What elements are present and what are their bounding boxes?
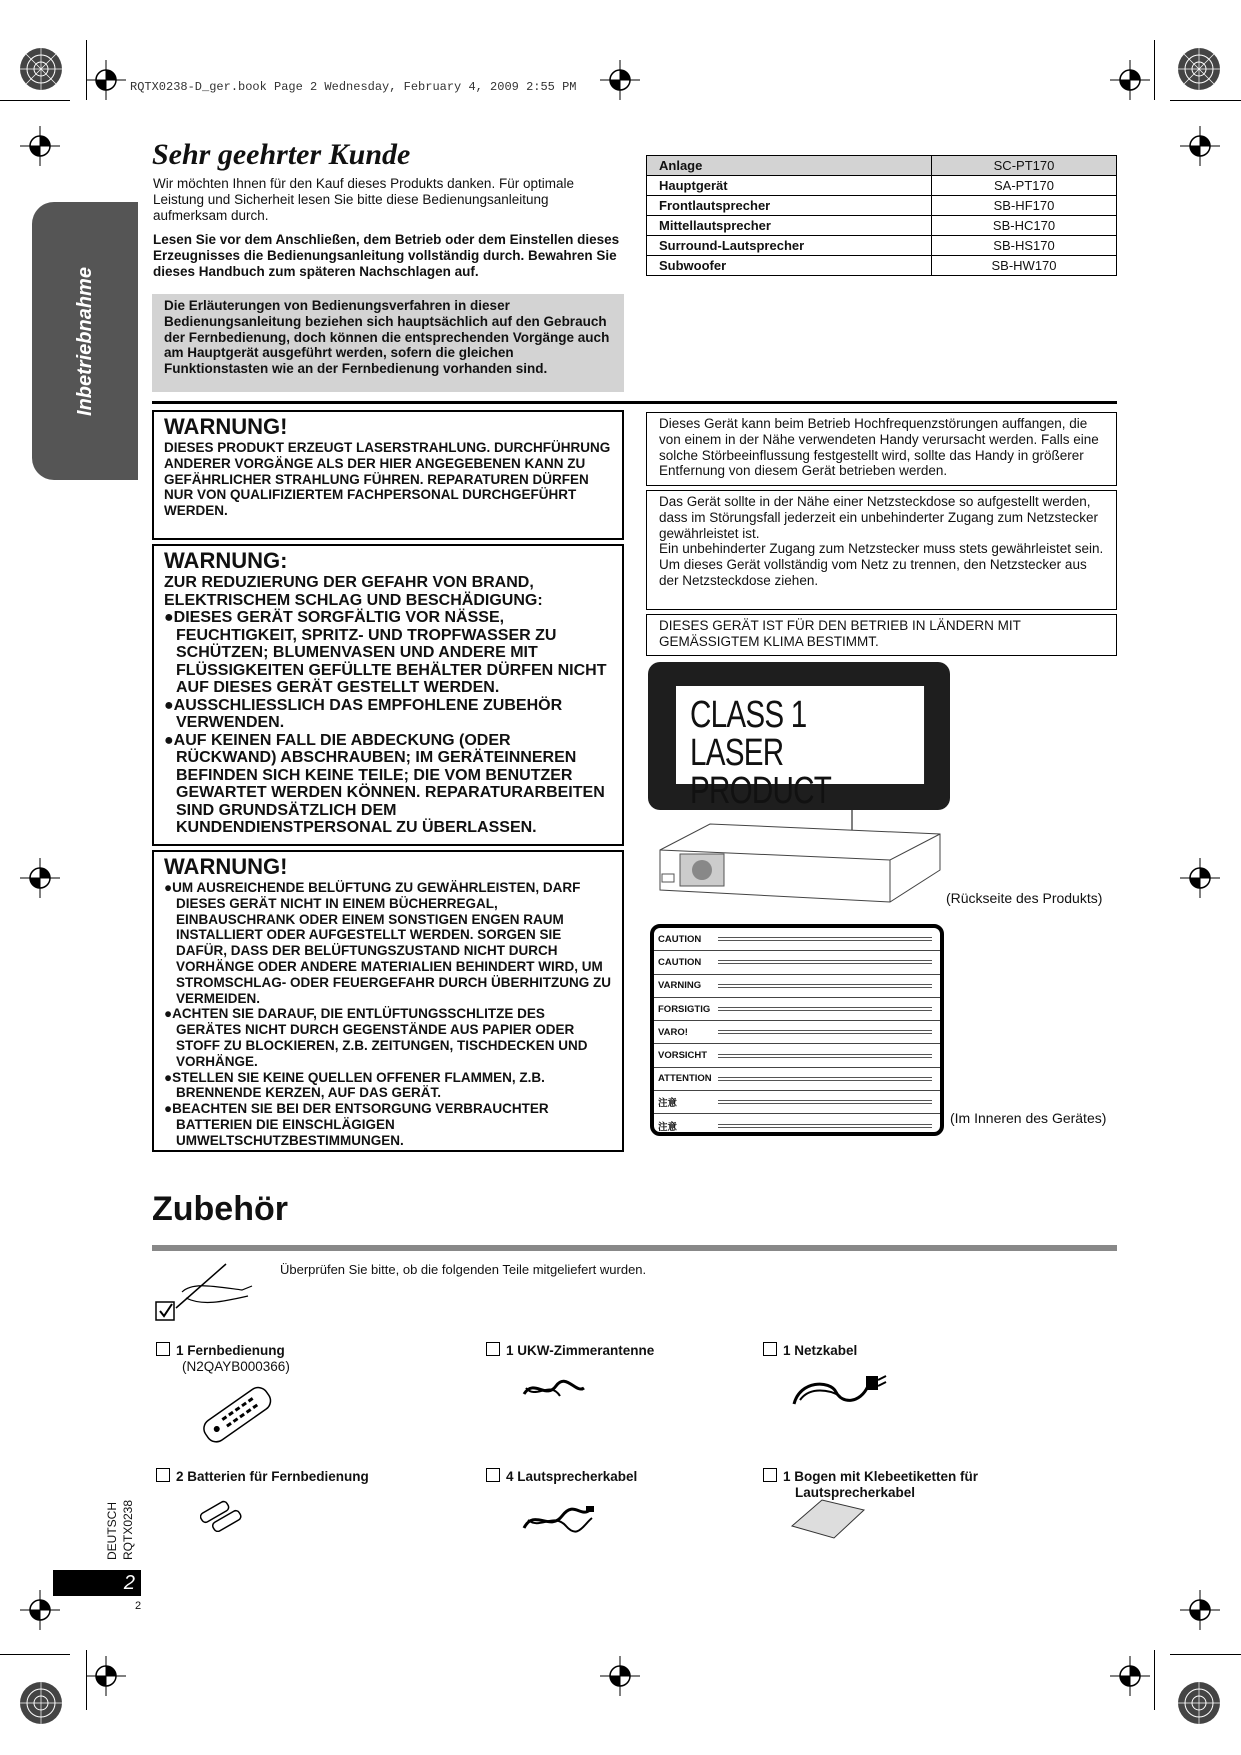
crosshair-icon (1180, 858, 1220, 898)
warning-heading: WARNUNG: (164, 548, 288, 573)
warning-lead: ZUR REDUZIERUNG DER GEFAHR VON BRAND, ELEKTRISCHEM SCHLAG UND BESCHÄDIGUNG: (164, 574, 543, 609)
section-side-tab (32, 202, 138, 480)
crop-mark (1170, 100, 1241, 101)
accessory-remote (156, 1342, 290, 1375)
accessory-code: (N2QAYB000366) (182, 1359, 290, 1374)
model-label: Hauptgerät (647, 176, 932, 196)
accessories-title: Zubehör (152, 1190, 288, 1228)
crop-mark (0, 1654, 70, 1655)
language-label: DEUTSCH (105, 1501, 119, 1560)
remote-control-icon (190, 1378, 280, 1452)
crop-mark (1154, 40, 1155, 100)
info-text: Das Gerät sollte in der Nähe einer Netzsteckdose so aufgestellt werden, dass im Störungsfall jederzeit ein unbehinderter Zugang zum Netzstecker gewährleistet ist. (659, 494, 1098, 541)
warning-bullet: ●STELLEN SIE KEINE QUELLEN OFFENER FLAMMEN, Z.B. BRENNENDE KERZEN, AUF DAS GERÄT. (164, 1069, 545, 1101)
power-cable-icon (790, 1360, 890, 1412)
registration-rosette-icon (1176, 46, 1222, 92)
info-box-interference (646, 412, 1117, 486)
section-divider (152, 401, 1117, 404)
info-text: Um dieses Gerät vollständig vom Netz zu trennen, den Netzstecker aus der Netzsteckdose ziehen. (659, 557, 1087, 588)
checkbox-icon[interactable] (156, 1342, 170, 1356)
checkbox-icon[interactable] (156, 1468, 170, 1482)
crosshair-icon (86, 60, 126, 100)
warning-heading: WARNUNG! (164, 854, 288, 879)
accessory-power-cable (763, 1342, 857, 1359)
warning-bullet: ●DIESES GERÄT SORGFÄLTIG VOR NÄSSE, FEUCHTIGKEIT, SPRITZ- UND TROPFWASSER ZU SCHÜTZEN; BLUMENVASEN UND ANDERE MIT FLÜSSIGKEITEN GEFÜLLTE BEHÄLTER DÜRFEN NICHT AUF DIESES GERÄT GESTELLT WERDEN. (164, 609, 607, 696)
crop-mark (0, 100, 70, 101)
model-label: Subwoofer (647, 256, 932, 276)
print-header: RQTX0238-D_ger.book Page 2 Wednesday, February 4, 2009 2:55 PM (130, 80, 577, 94)
caution-keyword: VARNING (658, 980, 702, 992)
model-label: Mittellautsprecher (647, 216, 932, 236)
accessory-antenna (486, 1342, 654, 1359)
warning-bullet: ●AUF KEINEN FALL DIE ABDECKUNG (ODER RÜCKWAND) ABSCHRAUBEN; IM GERÄTEINNEREN BEFINDEN SICH KEINE TEILE; DIE VOM BENUTZER GEWARTET WERDEN KÖNNEN. REPARATURARBEITEN SIND GRUNDSÄTZLICH DEM KUNDENDIENSTPERSONAL ZU ÜBERLASSEN. (164, 731, 605, 836)
info-text: Ein unbehinderter Zugang zum Netzstecker muss stets gewährleistet sein. (659, 541, 1104, 557)
accessory-label: 1 Bogen mit Klebeetiketten für (783, 1469, 979, 1484)
checklist-hand-icon (152, 1262, 262, 1326)
warning-text: DIESES PRODUKT ERZEUGT LASERSTRAHLUNG. DURCHFÜHRUNG ANDERER VORGÄNGE ALS DER HIER ANGEGEBENEN KANN ZU GEFÄHRLICHER STRAHLUNG FÜHREN. REPARATUREN DÜRFEN NUR VON QUALIFIZIERTEM FACHPERSONAL DURCHGEFÜHRT WERDEN. (164, 440, 611, 519)
batteries-icon (200, 1496, 250, 1532)
registration-rosette-icon (18, 46, 64, 92)
intro-text: Wir möchten Ihnen für den Kauf dieses Produkts danken. Für optimale Leistung und Sicherheit lesen Sie bitte diese Bedienungsanleitung aufmerksam durch. (153, 176, 574, 223)
page-title: Sehr geehrter Kunde (152, 138, 411, 171)
class1-label-text (676, 686, 924, 812)
caution-row (654, 1068, 940, 1091)
accessory-label: Lautsprecherkabel (795, 1485, 916, 1500)
class-label-line: CLASS 1 (690, 694, 807, 736)
table-row (647, 156, 1117, 176)
crop-mark (86, 40, 87, 100)
accessories-hint: Überprüfen Sie bitte, ob die folgenden Teile mitgeliefert wurden. (280, 1262, 647, 1277)
info-box-climate (646, 614, 1117, 656)
sticker-sheet-icon (788, 1496, 868, 1542)
class1-laser-label (648, 662, 950, 810)
crosshair-icon (20, 1590, 60, 1630)
caution-label (650, 924, 944, 1136)
caution-keyword: 注意 (658, 1098, 678, 1110)
crosshair-icon (1110, 60, 1150, 100)
checkbox-icon[interactable] (763, 1342, 777, 1356)
caution-row (654, 998, 940, 1021)
crosshair-icon (1180, 126, 1220, 166)
table-row (647, 256, 1117, 276)
model-label: Frontlautsprecher (647, 196, 932, 216)
crosshair-icon (1110, 1656, 1150, 1696)
caution-row (654, 1091, 940, 1114)
caution-keyword: VARO! (658, 1026, 688, 1038)
caution-keyword: VORSICHT (658, 1050, 708, 1062)
accessories-divider (152, 1245, 1117, 1251)
checkbox-icon[interactable] (486, 1342, 500, 1356)
accessory-batteries (156, 1468, 369, 1485)
page-number: 2 (53, 1570, 141, 1596)
checkbox-icon[interactable] (763, 1468, 777, 1482)
model-label: Surround-Lautsprecher (647, 236, 932, 256)
caution-row (654, 1021, 940, 1044)
warning-box-fire (152, 544, 624, 846)
warning-box-laser (152, 410, 624, 540)
class-label-line: LASER PRODUCT (690, 732, 832, 812)
model-value: SB-HF170 (932, 196, 1117, 216)
table-row (647, 176, 1117, 196)
crosshair-icon (20, 858, 60, 898)
model-label: Anlage (647, 156, 932, 176)
side-tab-label: Inbetriebnahme (73, 266, 96, 416)
intro-bold-text: Lesen Sie vor dem Anschließen, dem Betrieb oder dem Einstellen dieses Erzeugnisses die Bedienungsanleitung vollständig durch. Bewahren Sie dieses Handbuch zum späteren Nachschlagen auf. (153, 232, 620, 279)
registration-rosette-icon (18, 1680, 64, 1726)
warning-heading: WARNUNG! (164, 414, 288, 439)
checkbox-icon[interactable] (486, 1468, 500, 1482)
caution-row (654, 951, 940, 974)
caution-row (654, 975, 940, 998)
registration-rosette-icon (1176, 1680, 1222, 1726)
table-row (647, 236, 1117, 256)
speaker-cables-icon (520, 1498, 600, 1538)
caption-rear: (Rückseite des Produkts) (946, 890, 1103, 906)
info-text: DIESES GERÄT IST FÜR DEN BETRIEB IN LÄNDERN MIT GEMÄSSIGTEM KLIMA BESTIMMT. (659, 618, 1021, 649)
model-value: SB-HW170 (932, 256, 1117, 276)
warning-bullet: ●UM AUSREICHENDE BELÜFTUNG ZU GEWÄHRLEISTEN, DARF DIESES GERÄT NICHT IN EINEM BÜCHERREGAL, EINBAUSCHRANK ODER EINEM SONSTIGEN ENGEN RAUM INSTALLIERT ODER AUFGESTELLT WERDEN. SORGEN SIE DAFÜR, DASS DER BELÜFTUNGSZUSTAND NICHT DURCH VORHÄNGE ODER ANDERE MATERIALIEN BEHINDERT WIRD, UM STROMSCHLAG- ODER FEUERGEFAHR DURCH ÜBERHITZUNG ZU VERMEIDEN. (164, 880, 611, 1006)
caution-row (654, 1114, 940, 1136)
accessory-speaker-cables (486, 1468, 637, 1485)
caption-inside: (Im Inneren des Gerätes) (950, 1110, 1107, 1126)
info-text: Dieses Gerät kann beim Betrieb Hochfrequenzstörungen auffangen, die von einem in der Nähe verwendeten Handy verursacht werden. Falls eine solche Störbeeinflussung festgestellt wird, sollte das Handy in größerer Entfernung von diesem Gerät betrieben werden. (659, 416, 1099, 479)
caution-keyword: CAUTION (658, 956, 702, 968)
crop-mark (1154, 1650, 1155, 1710)
antenna-icon (520, 1370, 590, 1410)
model-value: SC-PT170 (932, 156, 1117, 176)
table-row (647, 196, 1117, 216)
crop-mark (86, 1650, 87, 1710)
table-row (647, 216, 1117, 236)
caution-row (654, 928, 940, 951)
accessory-label: 1 Fernbedienung (176, 1343, 285, 1358)
caution-row (654, 1044, 940, 1067)
crosshair-icon (600, 1656, 640, 1696)
caution-keyword: FORSIGTIG (658, 1003, 711, 1015)
model-value: SB-HC170 (932, 216, 1117, 236)
page-number-small: 2 (135, 1600, 142, 1612)
device-rear-illustration (650, 810, 950, 910)
accessory-label: 4 Lautsprecherkabel (506, 1469, 638, 1484)
accessory-label: 2 Batterien für Fernbedienung (176, 1469, 369, 1484)
operation-note: Die Erläuterungen von Bedienungsverfahren in dieser Bedienungsanleitung beziehen sich hauptsächlich auf den Gebrauch der Fernbedienung, doch können die entsprechenden Vorgänge auch am Hauptgerät ausgeführt werden, sofern die gleichen Funktionstasten wie an der Fernbedienung vorhanden sind. (152, 294, 624, 392)
warning-box-ventilation (152, 850, 624, 1152)
model-table (646, 155, 1117, 276)
info-box-power (646, 490, 1117, 610)
crosshair-icon (1180, 1590, 1220, 1630)
caution-keyword: CAUTION (658, 933, 702, 945)
warning-bullet: ●AUSSCHLIESSLICH DAS EMPFOHLENE ZUBEHÖR VERWENDEN. (164, 696, 563, 731)
warning-bullet: ●BEACHTEN SIE BEI DER ENTSORGUNG VERBRAUCHTER BATTERIEN DIE EINSCHLÄGIGEN UMWELTSCHUTZBESTIMMUNGEN. (164, 1101, 549, 1148)
model-value: SB-HS170 (932, 236, 1117, 256)
crosshair-icon (86, 1656, 126, 1696)
accessory-label: 1 UKW-Zimmerantenne (506, 1343, 655, 1358)
crosshair-icon (600, 60, 640, 100)
caution-keyword: 注意 (658, 1121, 678, 1133)
model-value: SA-PT170 (932, 176, 1117, 196)
warning-bullet: ●ACHTEN SIE DARAUF, DIE ENTLÜFTUNGSSCHLITZE DES GERÄTES NICHT DURCH GEGENSTÄNDE AUS PAPIER ODER STOFF ZU BLOCKIEREN, Z.B. ZEITUNGEN, TISCHDECKEN UND VORHÄNGE. (164, 1006, 588, 1069)
caution-keyword: ATTENTION (658, 1073, 712, 1085)
crop-mark (1170, 1654, 1241, 1655)
crosshair-icon (20, 126, 60, 166)
accessory-label: 1 Netzkabel (783, 1343, 858, 1358)
footer-vertical-labels (105, 1500, 145, 1560)
doc-code-label: RQTX0238 (121, 1499, 135, 1560)
